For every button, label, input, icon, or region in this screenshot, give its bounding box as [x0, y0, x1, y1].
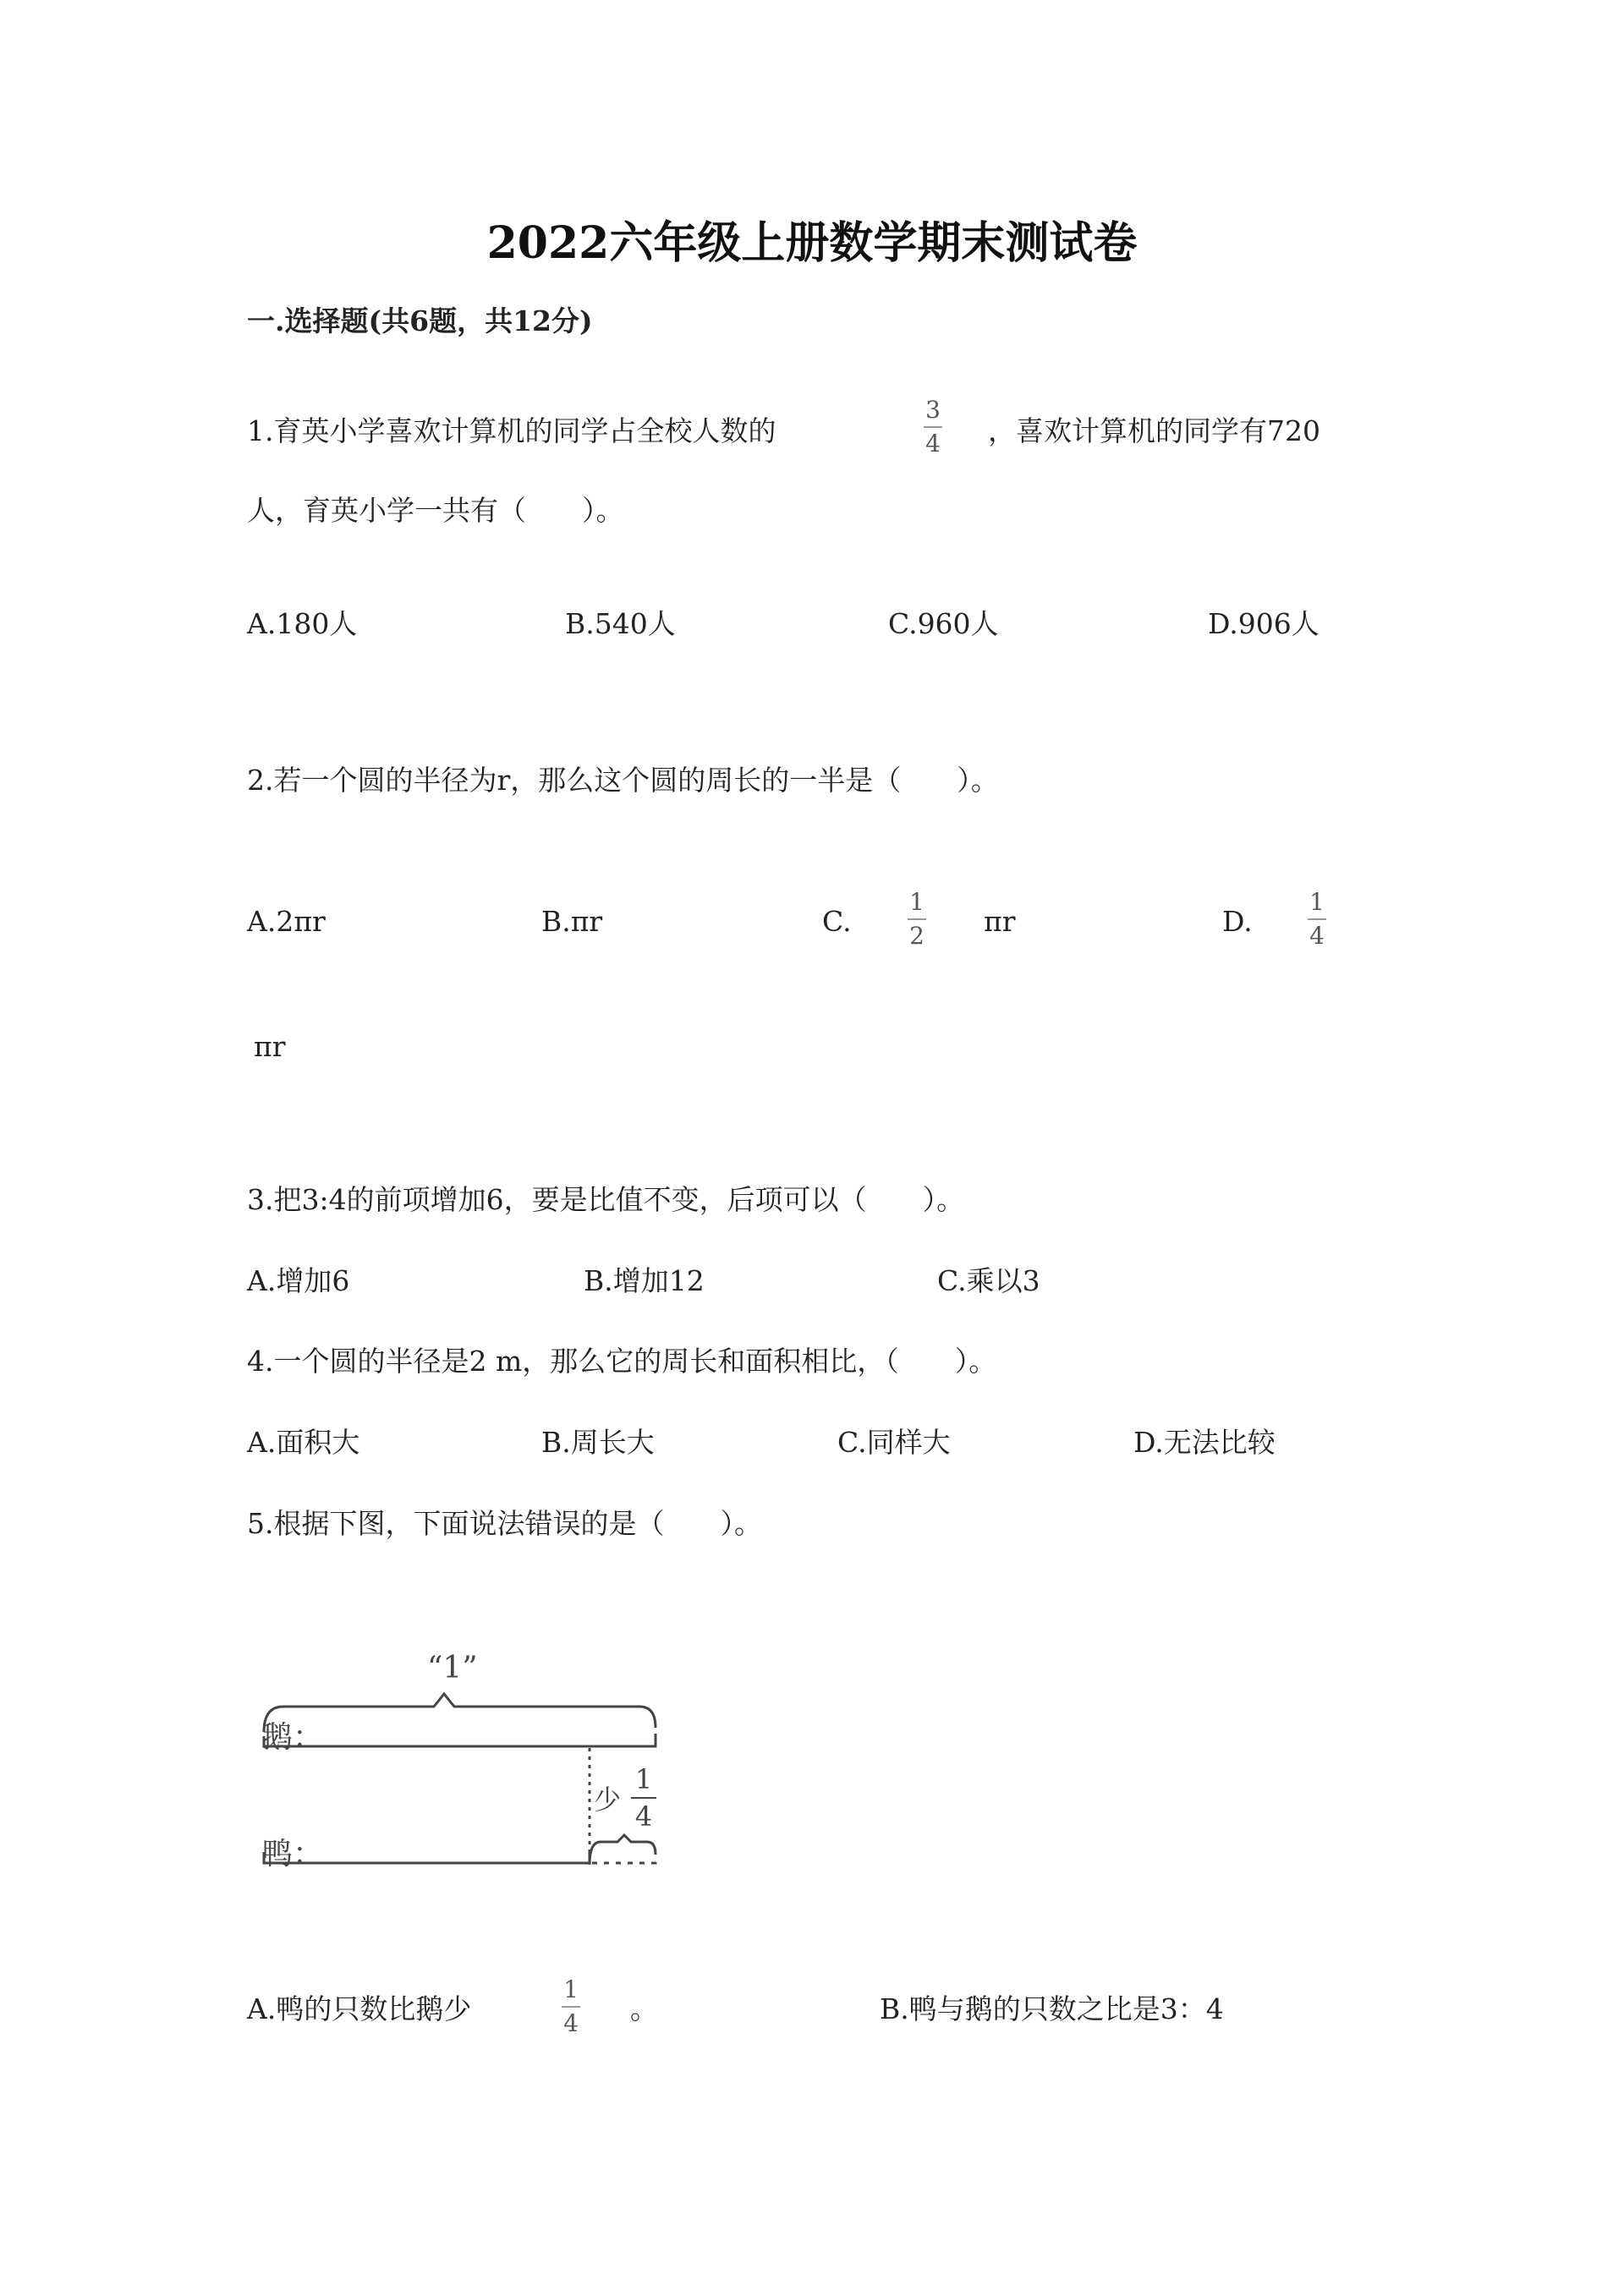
q2-option-c: C.	[822, 905, 852, 938]
q2-text: 2.若一个圆的半径为r，那么这个圆的周长的一半是（ ）。	[247, 764, 999, 797]
duck-label: 鸭：	[262, 1837, 324, 1871]
q2-option-d: D.	[1222, 905, 1253, 938]
goose-label: 鹅：	[262, 1720, 324, 1755]
less-label: 少	[594, 1784, 622, 1816]
q5-option-a-fraction	[562, 1977, 580, 2036]
fraction-denominator: 2	[909, 922, 924, 950]
q3-text: 3.把3:4的前项增加6，要是比值不变，后项可以（ ）。	[247, 1183, 965, 1216]
fraction-numerator: 3	[925, 396, 941, 424]
q5-option-b: B.鸭与鹅的只数之比是3：4	[880, 1992, 1224, 2025]
fraction-numerator: 1	[1309, 888, 1325, 916]
q4-option-c: C.同样大	[837, 1426, 951, 1459]
q1-option-b: B.540人	[565, 607, 676, 640]
fraction-denominator: 4	[925, 430, 941, 458]
q1-option-d: D.906人	[1208, 607, 1320, 640]
q1-option-c: C.960人	[888, 607, 999, 640]
q1-text-end: ，喜欢计算机的同学有720	[988, 414, 1320, 447]
q3-option-a: A.增加6	[247, 1264, 350, 1297]
q2-option-d-suffix: πr	[254, 1030, 286, 1063]
fraction-bar	[924, 426, 942, 428]
goose-duck-diagram	[254, 1619, 677, 1873]
fraction-denominator: 4	[563, 2009, 579, 2037]
fraction-bar	[631, 1797, 656, 1799]
fraction-bar	[562, 2006, 580, 2008]
q4-option-a: A.面积大	[247, 1426, 360, 1459]
q1-fraction	[924, 397, 942, 457]
q5-option-a: A.鸭的只数比鹅少	[247, 1992, 472, 2025]
q1-text-start: 1.育英小学喜欢计算机的同学占全校人数的	[247, 414, 776, 447]
q4-option-b: B.周长大	[541, 1426, 655, 1459]
fraction-numerator: 1	[909, 888, 924, 916]
difference-brace	[590, 1835, 656, 1865]
q5-text: 5.根据下图，下面说法错误的是（ ）。	[247, 1507, 762, 1540]
q2-option-c-suffix: πr	[984, 905, 1016, 938]
q4-text: 4.一个圆的半径是2 m，那么它的周长和面积相比，（ ）。	[247, 1345, 997, 1378]
q3-option-b: B.增加12	[584, 1264, 705, 1297]
fraction-bar	[908, 918, 926, 920]
q2-option-c-fraction	[908, 890, 926, 949]
missing-portion-dotted-line	[592, 1856, 656, 1863]
q4-option-d: D.无法比较	[1133, 1426, 1276, 1459]
q2-option-d-fraction	[1308, 890, 1326, 949]
fraction-bar	[1308, 918, 1326, 920]
fraction-denominator: 4	[1309, 922, 1325, 950]
page-title: 2022六年级上册数学期末测试卷	[486, 217, 1138, 269]
q1-text-line2: 人，育英小学一共有（ ）。	[247, 494, 624, 527]
q1-option-a: A.180人	[247, 607, 358, 640]
fraction-numerator: 1	[634, 1763, 653, 1795]
unit-one-label: “1”	[427, 1651, 478, 1685]
q2-option-a: A.2πr	[247, 905, 326, 938]
section-heading: 一.选择题(共6题，共12分)	[247, 304, 593, 337]
less-fraction	[631, 1765, 656, 1831]
fraction-numerator: 1	[563, 1975, 579, 2003]
q3-option-c: C.乘以3	[937, 1264, 1040, 1297]
q5-option-a-end: 。	[630, 1992, 658, 2025]
fraction-denominator: 4	[634, 1800, 653, 1833]
q2-option-b: B.πr	[541, 905, 603, 938]
